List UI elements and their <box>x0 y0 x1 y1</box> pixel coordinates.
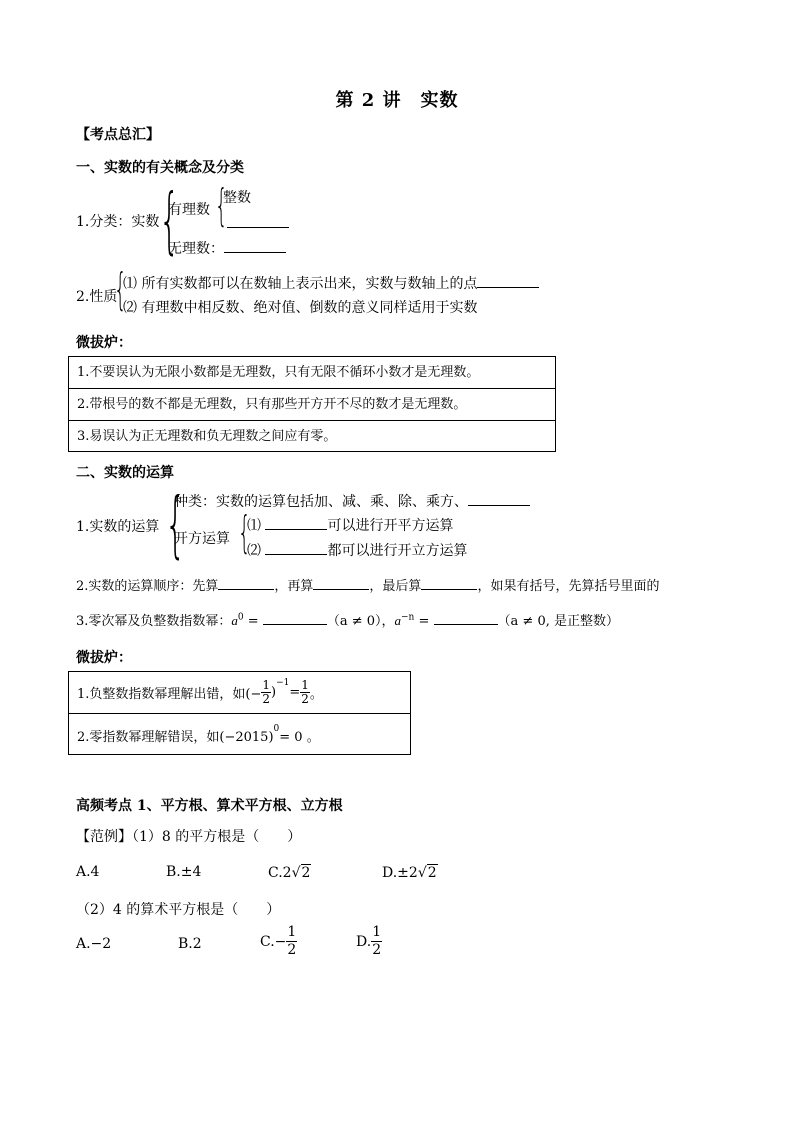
q2-option-b[interactable]: B.2 <box>178 936 202 952</box>
property-item1: ⑴ 所有实数都可以在数轴上表示出来，实数与数轴上的点 <box>123 273 539 293</box>
sqrt-icon: √ <box>291 865 301 881</box>
tips1-row: 2.带根号的数不都是无理数，只有那些开方开不尽的数才是无理数。 <box>69 389 555 421</box>
tips1-row: 1.不要误认为无限小数都是无理数，只有无限不循环小数才是无理数。 <box>69 357 555 389</box>
section1-heading: 一、实数的有关概念及分类 <box>76 160 244 176</box>
tips2-box <box>68 671 411 755</box>
section2-heading: 二、实数的运算 <box>76 465 174 481</box>
classify-brace: { <box>159 178 180 262</box>
q2-option-d[interactable]: D. $\frac{1}{2}$ <box>356 924 382 958</box>
classify-label: 1.分类：实数 <box>76 214 160 230</box>
root-brace: { <box>238 507 251 558</box>
tips2-row: 2.零指数幂理解错误，如(−2015) $^0$ = 0 。 <box>77 724 320 745</box>
tips1-row: 3.易误认为正无理数和负无理数之间应有零。 <box>77 429 337 444</box>
q2-option-c[interactable]: C.− $\frac{1}{2}$ <box>260 924 297 958</box>
powers-line: 3.零次幂及负整数指数幂：$a^0 = (a \ne 0)$，$a^{-n} = (a \ne 0$, 是正整数） <box>76 610 619 629</box>
irrational-label: 无理数： <box>168 238 286 258</box>
tips2-row: 1.负整数指数幂理解出错，如(− $\frac{1}{2}$ ) $^{-1}$ = $\frac{1}{2}$ 。 <box>69 672 410 714</box>
order-line: 2.实数的运算顺序：先算 ，再算 ，最后算 ，如果有括号，先算括号里面的 <box>76 575 659 594</box>
hot-heading: 高频考点 1、平方根、算术平方根、立方根 <box>76 798 343 814</box>
property-item2: ⑵ 有理数中相反数、绝对值、倒数的意义同样适用于实数 <box>123 300 478 316</box>
sqrt-icon: √ <box>417 865 427 881</box>
question-2: （2）4 的算术平方根是（ ） <box>76 902 281 918</box>
tips1-heading: 微拔炉： <box>76 335 132 351</box>
question-1: 【范例】（1）8 的平方根是（ ） <box>76 829 302 845</box>
root-item2: ⑵ 都可以进行开立方运算 <box>247 540 467 560</box>
summary-heading: 【考点总汇】 <box>76 127 160 143</box>
property-brace: { <box>114 264 127 315</box>
ops-kinds: 种类：实数的运算包括加、减、乘、除、乘方、 <box>174 491 530 511</box>
q1-option-c[interactable]: C.2√2 <box>268 865 311 881</box>
ops-label: 1.实数的运算 <box>76 519 160 535</box>
fraction-blank <box>227 213 289 232</box>
root-item1: ⑴ 可以进行开平方运算 <box>247 515 453 535</box>
page-title: 第 2 讲 实数 <box>335 90 459 111</box>
root-label: 开方运算 <box>174 531 230 547</box>
property-label: 2.性质 <box>76 289 118 305</box>
tips1-box <box>68 356 556 452</box>
q1-option-a[interactable]: A.4 <box>76 864 100 880</box>
rational-brace: { <box>215 180 228 231</box>
ops-brace: { <box>165 482 186 566</box>
q2-option-a[interactable]: A.−2 <box>76 936 112 952</box>
q1-option-d[interactable]: D.±2√2 <box>382 865 437 881</box>
integer-label: 整数 <box>223 190 251 206</box>
tips2-heading: 微拔炉： <box>76 650 132 666</box>
q1-option-b[interactable]: B.±4 <box>166 864 202 880</box>
rational-label: 有理数 <box>168 202 210 218</box>
